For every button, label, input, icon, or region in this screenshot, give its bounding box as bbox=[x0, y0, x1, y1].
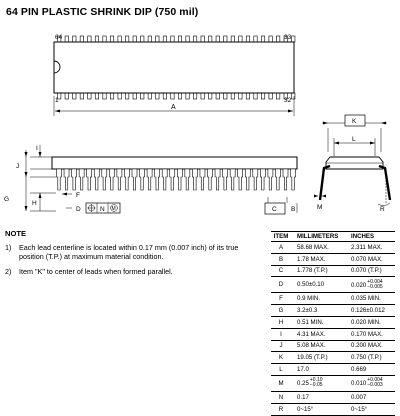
top-pin bbox=[80, 36, 83, 42]
top-pin bbox=[292, 36, 295, 42]
cell-millimeters: 17.0 bbox=[291, 364, 349, 376]
cell-item: C bbox=[271, 265, 291, 277]
cell-millimeters: 1.778 (T.P.) bbox=[291, 265, 349, 277]
dim-r-label: R bbox=[380, 206, 385, 213]
side-lead bbox=[230, 169, 235, 190]
pin-label-1: 1 bbox=[55, 97, 59, 104]
cell-inches: 2.311 MAX. bbox=[349, 242, 395, 254]
cell-inches: 0.020 +0.004 −0.005 bbox=[349, 277, 395, 293]
dim-f-label: F bbox=[76, 192, 80, 199]
top-pin bbox=[193, 36, 196, 42]
bottom-pin bbox=[141, 93, 144, 99]
table-row bbox=[271, 364, 395, 376]
top-pin bbox=[276, 36, 279, 42]
cell-item: M bbox=[271, 375, 291, 391]
cell-millimeters: 58.68 MAX. bbox=[291, 242, 349, 254]
side-lead bbox=[238, 169, 243, 190]
side-lead bbox=[79, 169, 84, 190]
bottom-pin bbox=[269, 93, 272, 99]
table-row bbox=[271, 352, 395, 364]
side-lead bbox=[140, 169, 145, 190]
dim-a-label: A bbox=[171, 104, 176, 111]
side-lead bbox=[57, 169, 62, 190]
cell-millimeters: 4.31 MAX. bbox=[291, 328, 349, 340]
side-lead bbox=[147, 169, 152, 190]
top-pin bbox=[156, 36, 159, 42]
bottom-pin bbox=[103, 93, 106, 99]
cell-inches: 0.126±0.012 bbox=[349, 305, 395, 317]
dim-d-label: D bbox=[76, 206, 81, 213]
top-pin bbox=[65, 36, 68, 42]
top-pin bbox=[125, 36, 128, 42]
side-lead bbox=[124, 169, 129, 190]
package-body-side bbox=[52, 157, 297, 169]
side-lead bbox=[260, 169, 265, 190]
table-row bbox=[271, 305, 395, 317]
side-lead bbox=[291, 169, 296, 190]
top-pin bbox=[239, 36, 242, 42]
side-lead bbox=[155, 169, 160, 190]
side-lead bbox=[72, 169, 77, 190]
cell-inches: 0.070 (T.P.) bbox=[349, 265, 395, 277]
table-row bbox=[271, 391, 395, 403]
top-pin bbox=[224, 36, 227, 42]
drawing-title: 64 PIN PLASTIC SHRINK DIP (750 mil) bbox=[6, 6, 199, 18]
bottom-pin bbox=[125, 93, 128, 99]
cell-item: F bbox=[271, 293, 291, 305]
cell-item: L bbox=[271, 364, 291, 376]
side-lead bbox=[170, 169, 175, 190]
bottom-pin bbox=[80, 93, 83, 99]
note-item bbox=[5, 267, 265, 276]
cell-item: I bbox=[271, 328, 291, 340]
side-lead bbox=[283, 169, 288, 190]
bottom-pin bbox=[209, 93, 212, 99]
top-pin bbox=[110, 36, 113, 42]
bottom-pin bbox=[292, 93, 295, 99]
top-pin bbox=[171, 36, 174, 42]
cell-item: R bbox=[271, 403, 291, 415]
table-row bbox=[271, 293, 395, 305]
side-lead bbox=[94, 169, 99, 190]
cell-inches: 0~15° bbox=[349, 403, 395, 415]
table-row bbox=[271, 277, 395, 293]
side-lead bbox=[177, 169, 182, 190]
bottom-pin bbox=[193, 93, 196, 99]
top-pin bbox=[95, 36, 98, 42]
top-pin bbox=[178, 36, 181, 42]
cell-millimeters: 0.51 MIN. bbox=[291, 316, 349, 328]
top-pin bbox=[186, 36, 189, 42]
dim-a-arrow-left bbox=[55, 110, 60, 113]
side-lead bbox=[117, 169, 122, 190]
cell-item: K bbox=[271, 352, 291, 364]
top-pin bbox=[141, 36, 144, 42]
note-number: 2) bbox=[5, 266, 12, 276]
top-pins-lower bbox=[58, 93, 295, 99]
top-pin bbox=[73, 36, 76, 42]
dim-b-label: B bbox=[291, 206, 296, 213]
bottom-pin bbox=[73, 93, 76, 99]
table-row bbox=[271, 340, 395, 352]
cell-item: A bbox=[271, 242, 291, 254]
dim-n-label: N bbox=[100, 206, 105, 213]
bottom-pin bbox=[276, 93, 279, 99]
side-lead bbox=[102, 169, 107, 190]
cell-item: G bbox=[271, 305, 291, 317]
header-inches: INCHES bbox=[349, 232, 395, 242]
cell-inches: 0.007 bbox=[349, 391, 395, 403]
table-row bbox=[271, 265, 395, 277]
bottom-pin bbox=[133, 93, 136, 99]
bottom-pin bbox=[224, 93, 227, 99]
notes-section bbox=[5, 229, 265, 281]
top-pin bbox=[103, 36, 106, 42]
table-header-row bbox=[271, 232, 395, 242]
side-leads bbox=[57, 169, 296, 190]
top-pin bbox=[261, 36, 264, 42]
side-lead bbox=[87, 169, 92, 190]
end-view bbox=[314, 115, 390, 213]
top-pin bbox=[231, 36, 234, 42]
dim-k-label: K bbox=[352, 118, 357, 125]
side-lead bbox=[245, 169, 250, 190]
dimension-table bbox=[271, 231, 395, 416]
cell-millimeters: 0~15° bbox=[291, 403, 349, 415]
side-lead bbox=[64, 169, 69, 190]
cell-inches: 0.669 bbox=[349, 364, 395, 376]
bottom-pin bbox=[65, 93, 68, 99]
table-row bbox=[271, 328, 395, 340]
cell-millimeters: 0.17 bbox=[291, 391, 349, 403]
top-pin bbox=[209, 36, 212, 42]
top-pin bbox=[133, 36, 136, 42]
table-body bbox=[271, 242, 395, 416]
top-pin bbox=[148, 36, 151, 42]
side-view bbox=[4, 145, 297, 214]
top-pin bbox=[246, 36, 249, 42]
top-pin bbox=[163, 36, 166, 42]
cell-item: H bbox=[271, 316, 291, 328]
cell-millimeters: 0.50±0.10 bbox=[291, 277, 349, 293]
top-pin bbox=[269, 36, 272, 42]
top-pin bbox=[254, 36, 257, 42]
package-body-top bbox=[54, 42, 294, 93]
cell-millimeters: 0.25 +0.10 −0.05 bbox=[291, 375, 349, 391]
note-text: Each lead centerline is located within 0.17 mm (0.007 inch) of its true position (T.P.) at maximum material condition. bbox=[19, 243, 239, 262]
dim-i-label: I bbox=[36, 145, 38, 152]
dim-j-label: J bbox=[16, 163, 20, 170]
top-pin bbox=[88, 36, 91, 42]
dim-h-label: H bbox=[32, 200, 37, 207]
side-lead bbox=[109, 169, 114, 190]
cell-millimeters: 19.05 (T.P.) bbox=[291, 352, 349, 364]
side-lead bbox=[200, 169, 205, 190]
cell-item: J bbox=[271, 340, 291, 352]
dim-m-label: M bbox=[317, 204, 323, 211]
side-lead bbox=[223, 169, 228, 190]
bottom-pin bbox=[186, 93, 189, 99]
cell-millimeters: 0.9 MIN. bbox=[291, 293, 349, 305]
pin-label-64: 64 bbox=[55, 34, 63, 41]
top-pin bbox=[201, 36, 204, 42]
dim-c-label: C bbox=[272, 206, 277, 213]
cell-millimeters: 1.78 MAX. bbox=[291, 253, 349, 265]
top-pin bbox=[118, 36, 121, 42]
pin-label-32: 32 bbox=[284, 97, 292, 104]
header-millimeters: MILLIMETERS bbox=[291, 232, 349, 242]
cell-inches: 0.170 MAX. bbox=[349, 328, 395, 340]
cell-inches: 0.035 MIN. bbox=[349, 293, 395, 305]
cell-item: B bbox=[271, 253, 291, 265]
cell-inches: 0.750 (T.P.) bbox=[349, 352, 395, 364]
dim-a-arrow-right bbox=[288, 110, 293, 113]
bottom-pin bbox=[246, 93, 249, 99]
end-lead-right bbox=[379, 166, 390, 200]
dim-l-label: L bbox=[352, 136, 356, 143]
top-pins-upper bbox=[58, 36, 295, 42]
side-lead bbox=[208, 169, 213, 190]
cell-millimeters: 5.08 MAX. bbox=[291, 340, 349, 352]
side-lead bbox=[162, 169, 167, 190]
note-text: Item "K" to center of leads when formed parallel. bbox=[19, 266, 173, 276]
cell-millimeters: 3.2±0.3 bbox=[291, 305, 349, 317]
cell-inches: 0.020 MIN. bbox=[349, 316, 395, 328]
bottom-pin bbox=[95, 93, 98, 99]
table-row bbox=[271, 242, 395, 254]
bottom-pin bbox=[110, 93, 113, 99]
table-row bbox=[271, 316, 395, 328]
bottom-pin bbox=[148, 93, 151, 99]
bottom-pin bbox=[216, 93, 219, 99]
cell-inches: 0.010 +0.004 −0.003 bbox=[349, 375, 395, 391]
bottom-pin bbox=[231, 93, 234, 99]
bottom-pin bbox=[118, 93, 121, 99]
bottom-pin bbox=[156, 93, 159, 99]
side-lead bbox=[275, 169, 280, 190]
side-lead bbox=[215, 169, 220, 190]
dim-g-label: G bbox=[4, 196, 10, 203]
header-item: ITEM bbox=[271, 232, 291, 242]
note-number: 1) bbox=[5, 243, 12, 253]
table-row bbox=[271, 375, 395, 391]
pin-label-33: 33 bbox=[284, 34, 292, 41]
cell-item: N bbox=[271, 391, 291, 403]
notes-list bbox=[5, 243, 265, 276]
side-lead bbox=[253, 169, 258, 190]
cell-item: D bbox=[271, 277, 291, 293]
side-lead bbox=[268, 169, 273, 190]
bottom-pin bbox=[88, 93, 91, 99]
bottom-pin bbox=[171, 93, 174, 99]
top-pin bbox=[216, 36, 219, 42]
note-item bbox=[5, 243, 265, 261]
bottom-pin bbox=[178, 93, 181, 99]
bottom-pin bbox=[201, 93, 204, 99]
bottom-pin bbox=[239, 93, 242, 99]
notes-heading: NOTE bbox=[5, 229, 27, 238]
table-row bbox=[271, 253, 395, 265]
cell-inches: 0.200 MAX. bbox=[349, 340, 395, 352]
mmc-label: M bbox=[111, 206, 116, 213]
table-row bbox=[271, 403, 395, 415]
side-lead bbox=[192, 169, 197, 190]
side-lead bbox=[132, 169, 137, 190]
top-view bbox=[54, 34, 295, 116]
side-lead bbox=[185, 169, 190, 190]
bottom-pin bbox=[261, 93, 264, 99]
bottom-pin bbox=[163, 93, 166, 99]
bottom-pin bbox=[254, 93, 257, 99]
cell-inches: 0.070 MAX. bbox=[349, 253, 395, 265]
